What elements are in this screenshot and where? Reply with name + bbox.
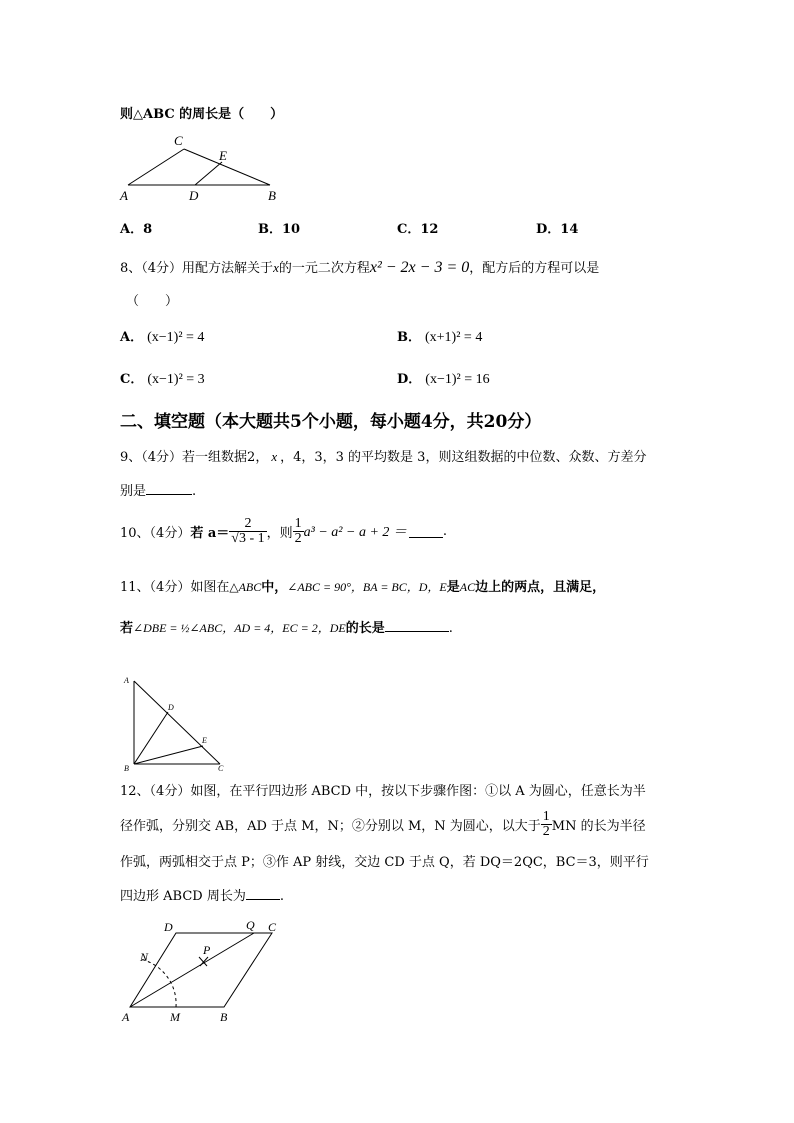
q7-stem-end: 则△ABC 的周长是（ ） <box>120 107 284 122</box>
q10-half: $\frac{1}{2}$ <box>294 515 302 546</box>
q12-parallelogram-figure <box>118 915 288 1027</box>
q7-label-a: A <box>120 188 128 203</box>
q8-number: 8、（4分） <box>120 261 183 276</box>
q8-stem: 8、（4分）用配方法解关于x的一元二次方程x² − 2x − 3 = 0，配方后的方程可以是 <box>120 259 600 276</box>
q9-answer-blank[interactable] <box>146 482 192 495</box>
q7-triangle-figure <box>118 132 288 204</box>
svg-text:C: C <box>218 764 224 772</box>
q12-line3: 作弧，两弧相交于点 P；③作 AP 射线，交边 CD 于点 Q，若 DQ＝2QC，BC＝3，则平行 <box>120 855 649 870</box>
svg-text:P: P <box>203 943 211 957</box>
q9-stem: 9、（4分）若一组数据2， x ，4，3，3 的平均数是 3，则这组数据的中位数、众数、方差分 <box>120 449 647 465</box>
q8-option-d: D． (x−1)² = 16 <box>397 372 490 387</box>
q12-half: $\frac{1}{2}$ <box>542 808 550 839</box>
q11-answer-blank[interactable] <box>385 619 449 632</box>
q11-stem: 11、（4分）如图在△ABC中，∠ABC = 90°，BA = BC，D，E是AC边上的两点，且满足， <box>120 580 606 595</box>
svg-text:B: B <box>220 1010 228 1024</box>
q10-fraction: $\frac{2}{√3 - 1}$ <box>231 515 265 546</box>
q7-option-d: D．14 <box>536 222 579 237</box>
q7-label-b: B <box>268 188 276 203</box>
q10-expression: a³ − a² − a + 2 ＝ <box>303 525 407 540</box>
q7-label-e: E <box>219 148 227 163</box>
svg-text:D: D <box>164 920 173 934</box>
q11-line2: 若∠DBE = ½∠ABC，AD = 4，EC = 2，DE的长是 . <box>120 621 453 636</box>
svg-text:M: M <box>170 1010 180 1024</box>
q11-number: 11、（4分） <box>120 580 191 595</box>
q12-line2: 径作弧，分别交 AB，AD 于点 M，N；②分别以 M，N 为圆心，以大于 $\frac{1}{2}$ MN 的长为半径 <box>120 808 646 839</box>
svg-text:Q: Q <box>246 918 255 932</box>
q8-option-a: A． (x−1)² = 4 <box>120 330 205 345</box>
svg-text:E: E <box>202 736 207 745</box>
q10-answer-blank[interactable] <box>409 525 443 538</box>
q8-paren: （ ） <box>126 294 179 309</box>
q7-option-c: C．12 <box>397 222 439 237</box>
q12-line4: 四边形 ABCD 周长为 . <box>120 889 284 904</box>
svg-text:D: D <box>168 703 174 712</box>
q7-label-d: D <box>189 188 199 203</box>
svg-text:N: N <box>140 950 149 964</box>
q10-number: 10、（4分） <box>120 525 191 541</box>
svg-text:B: B <box>124 764 129 772</box>
q12-answer-blank[interactable] <box>246 887 280 900</box>
q12-number: 12、（4分） <box>120 784 191 799</box>
svg-text:A: A <box>122 1010 130 1024</box>
q7-option-a: A．8 <box>120 222 153 237</box>
q9-number: 9、（4分） <box>120 450 183 465</box>
q11-triangle-figure <box>120 672 230 772</box>
q10-stem: 10、（4分） 若 a＝ $\frac{2}{√3 - 1}$ ，则 $\frac{1}{2}$ a³ − a² − a + 2 ＝ . <box>120 515 448 546</box>
q8-option-c: C． (x−1)² = 3 <box>120 372 205 387</box>
svg-text:C: C <box>268 920 277 934</box>
q8-equation: x² − 2x − 3 = 0 <box>369 259 470 276</box>
section-heading: 二、填空题（本大题共5个小题，每小题4分，共20分） <box>120 412 542 432</box>
q7-option-b: B．10 <box>258 222 301 237</box>
q8-option-b: B． (x+1)² = 4 <box>397 330 483 345</box>
q9-line2: 别是 . <box>120 484 197 499</box>
q7-label-c: C <box>174 133 183 148</box>
q12-line1: 12、（4分）如图，在平行四边形 ABCD 中，按以下步骤作图：①以 A 为圆心，任意长为半 <box>120 784 646 799</box>
svg-text:A: A <box>124 676 129 685</box>
